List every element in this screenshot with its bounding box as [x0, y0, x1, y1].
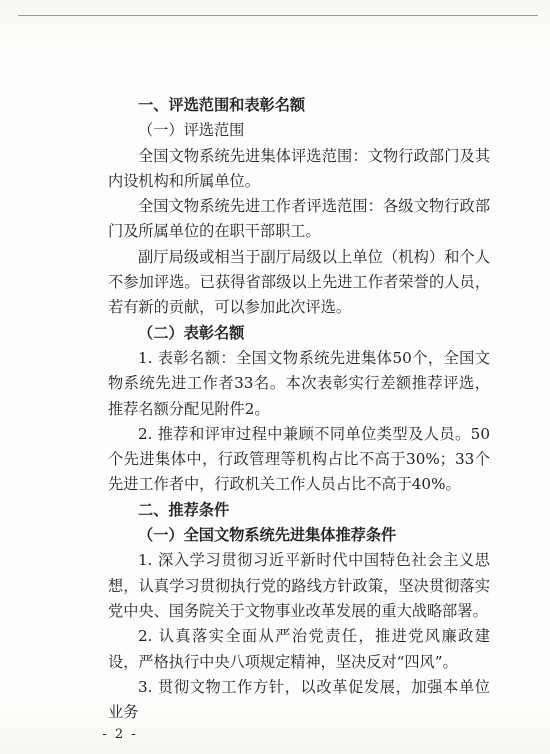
body-paragraph: 1. 深入学习贯彻习近平新时代中国特色社会主义思想，认真学习贯彻执行党的路线方针政策，坚决贯彻落实党中央、国务院关于文物事业改革发展的重大战略部署。	[108, 551, 490, 620]
body-paragraph: 全国文物系统先进集体评选范围：文物行政部门及其内设机构和所属单位。	[108, 146, 490, 190]
body-paragraph: 副厅局级或相当于副厅局级以上单位（机构）和个人不参加评选。已获得省部级以上先进工作者荣誉的人员，若有新的贡献，可以参加此次评选。	[108, 247, 490, 317]
body-paragraph: 3. 贯彻文物工作方针，以改革促发展，加强本单位业务	[108, 677, 490, 722]
header-rule	[18, 15, 538, 16]
section-heading: 二、推荐条件	[138, 500, 230, 519]
body-paragraph: 1. 表彰名额：全国文物系统先进集体50个，全国文物系统先进工作者33名。本次表彰实行差额推荐评选，推荐名额分配见附件2。	[108, 348, 490, 418]
body-paragraph: 2. 认真落实全面从严治党责任，推进党风廉政建设，严格执行中央八项规定精神，坚决反对“四风”。	[108, 627, 490, 671]
subsection-heading: （一）全国文物系统先进集体推荐条件	[138, 526, 397, 545]
document-body	[108, 93, 490, 725]
body-paragraph: 全国文物系统先进工作者评选范围：各级文物行政部门及所属单位的在职干部职工。	[108, 197, 490, 241]
page-number: - 2 -	[102, 727, 138, 742]
body-paragraph: 2. 推荐和评审过程中兼顾不同单位类型及人员。50个先进集体中，行政管理等机构占比不高于30%；33个先进工作者中，行政机关工作人员占比不高于40%。	[108, 424, 490, 494]
subsection-heading: （二）表彰名额	[138, 323, 245, 342]
section-heading: 一、评选范围和表彰名额	[138, 96, 306, 114]
subsection-heading: （一）评选范围	[138, 121, 245, 140]
